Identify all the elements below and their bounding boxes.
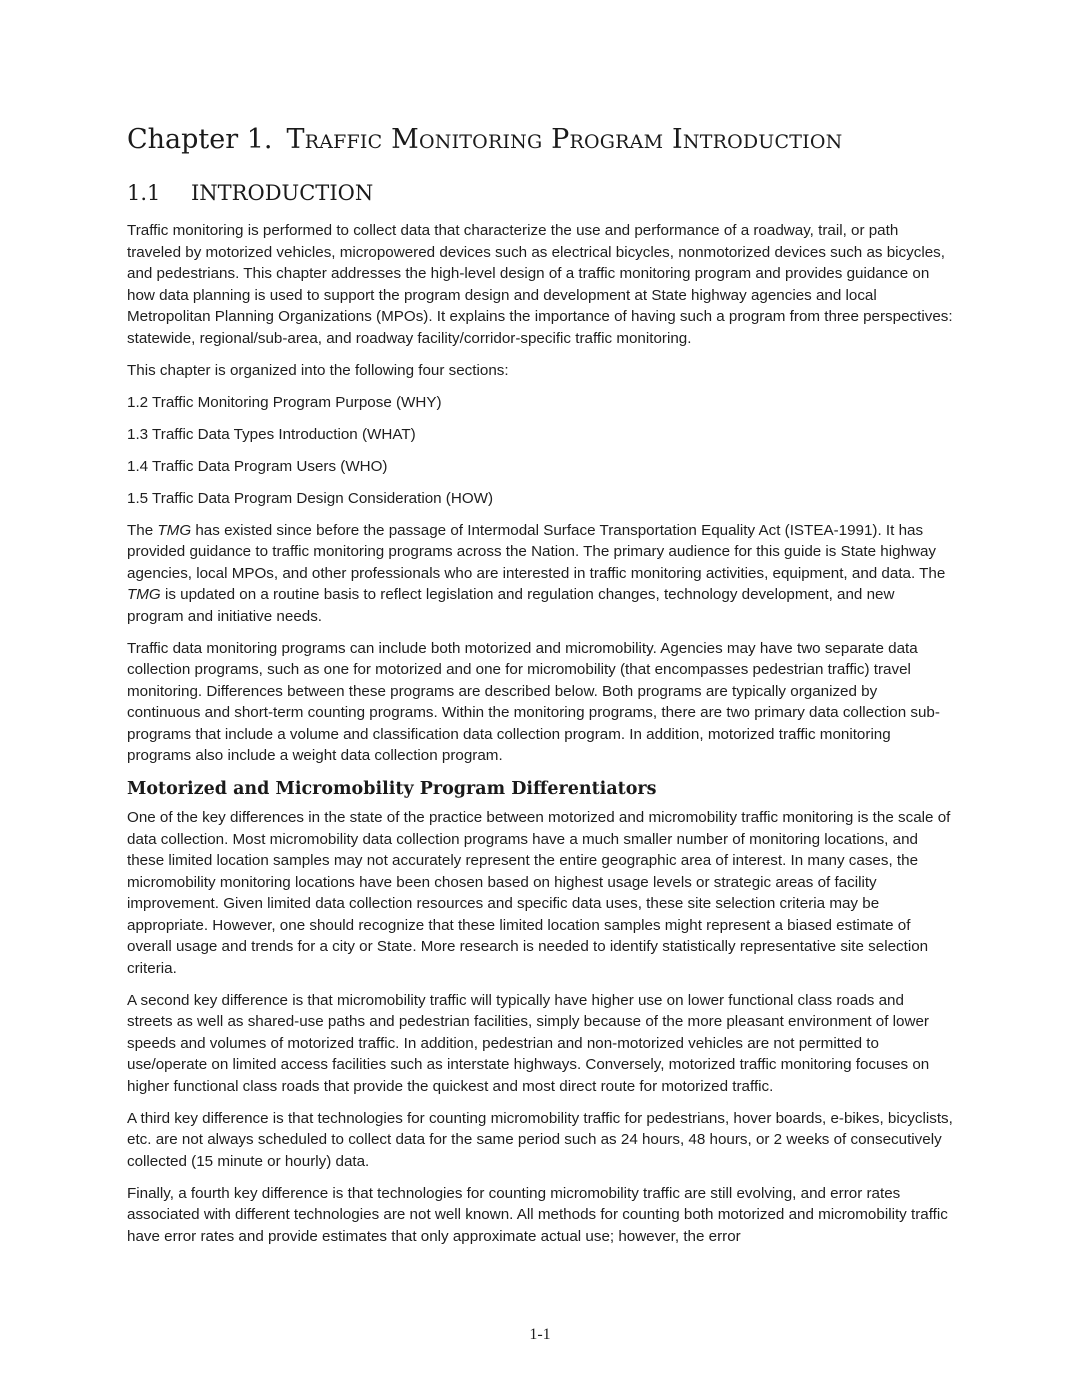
section-heading xyxy=(127,181,373,205)
section-list-item: 1.3 Traffic Data Types Introduction (WHAT) xyxy=(127,425,416,443)
section-list-item: 1.2 Traffic Monitoring Program Purpose (WHY) xyxy=(127,393,442,411)
chapter-label: Chapter 1. xyxy=(127,124,273,155)
intro-paragraph: Traffic monitoring is performed to collect data that characterize the use and performance of a roadway, trail, or path traveled by motorized vehicles, micropowered devices such as electrical bicycles, nonmotorized devices such as bicycles, and pedestrians. This chapter addresses the high-level design of a traffic monitoring program and provides guidance on how data planning is used to support the program design and development at State highway agencies and local Metropolitan Planning Organizations (MPOs). It explains the importance of having such a program from three perspectives: statewide, regional/sub-area, and roadway facility/corridor-specific traffic monitoring. xyxy=(127,222,953,347)
chapter-title xyxy=(127,124,842,155)
section-list-item: 1.4 Traffic Data Program Users (WHO) xyxy=(127,457,388,475)
organized-paragraph: This chapter is organized into the following four sections: xyxy=(127,361,509,379)
section-number: 1.1 xyxy=(127,181,161,205)
differentiator-paragraph: One of the key differences in the state of the practice between motorized and micromobility traffic monitoring is the scale of data collection. Most micromobility data collection programs have a much smaller number of monitoring locations, and these limited location samples may not accurately represent the entire geographic area of interest. In many cases, the micromobility monitoring locations have been chosen based on highest usage levels or strategic areas of facility improvement. Given limited data collection resources and specific data uses, these site selection criteria may be appropriate. However, one should recognize that these limited location samples might represent a biased estimate of overall usage and trends for a city or State. More research is needed to identify statistically representative site selection criteria. xyxy=(127,809,951,977)
chapter-name: Traffic Monitoring Program Introduction xyxy=(286,124,843,155)
tmg-text: is updated on a routine basis to reflect legislation and regulation changes, technology development, and new program and initiative needs. xyxy=(127,586,895,625)
differentiator-paragraph: A third key difference is that technologies for counting micromobility traffic for pedestrians, hover boards, e-bikes, bicyclists, etc. are not always scheduled to collect data for the same period such as 24 hours, 48 hours, or 2 weeks of consecutively collected (15 minute or hourly) data. xyxy=(127,1109,953,1170)
differentiator-paragraph: Finally, a fourth key difference is that technologies for counting micromobility traffic are still evolving, and error rates associated with different technologies are not well known. All methods for counting both motorized and micromobility traffic have error rates and provide estimates that only approximate actual use; however, the error xyxy=(127,1184,948,1245)
programs-paragraph: Traffic data monitoring programs can include both motorized and micromobility. Agencies may have two separate data collection programs, such as one for motorized and one for micromobility (that encompasses pedestrian traffic) travel monitoring. Differences between these programs are described below. Both programs are typically organized by continuous and short-term counting programs. Within the monitoring programs, there are two primary data collection sub-programs that include a volume and classification data collection program. In addition, motorized traffic monitoring programs also include a weight data collection program. xyxy=(127,639,940,764)
subsection-heading: Motorized and Micromobility Program Differentiators xyxy=(127,779,657,799)
body-text xyxy=(127,220,953,1258)
section-list-item: 1.5 Traffic Data Program Design Consideration (HOW) xyxy=(127,489,494,507)
page-number: 1-1 xyxy=(529,1326,551,1343)
tmg-paragraph xyxy=(127,520,953,628)
tmg-italic: TMG xyxy=(127,586,161,603)
tmg-text: has existed since before the passage of Intermodal Surface Transportation Equality Act (ISTEA-1991). It has provided guidance to traffic monitoring programs across the Nation. The primary audience for this guide is State highway agencies, local MPOs, and other professionals who are interested in traffic monitoring activities, equipment, and data. The xyxy=(127,521,946,582)
tmg-text: The xyxy=(127,521,158,539)
tmg-italic: TMG xyxy=(157,521,192,539)
section-title: INTRODUCTION xyxy=(191,181,374,205)
differentiator-paragraph: A second key difference is that micromobility traffic will typically have higher use on lower functional class roads and streets as well as shared-use paths and pedestrian facilities, simply because of the more pleasant environment of lower speeds and volumes of motorized traffic. In addition, pedestrian and non-motorized vehicles are not permitted to use/operate on limited access facilities such as interstate highways. Conversely, motorized traffic monitoring focuses on higher functional class roads that provide the quickest and most direct route for motorized traffic. xyxy=(127,991,930,1095)
